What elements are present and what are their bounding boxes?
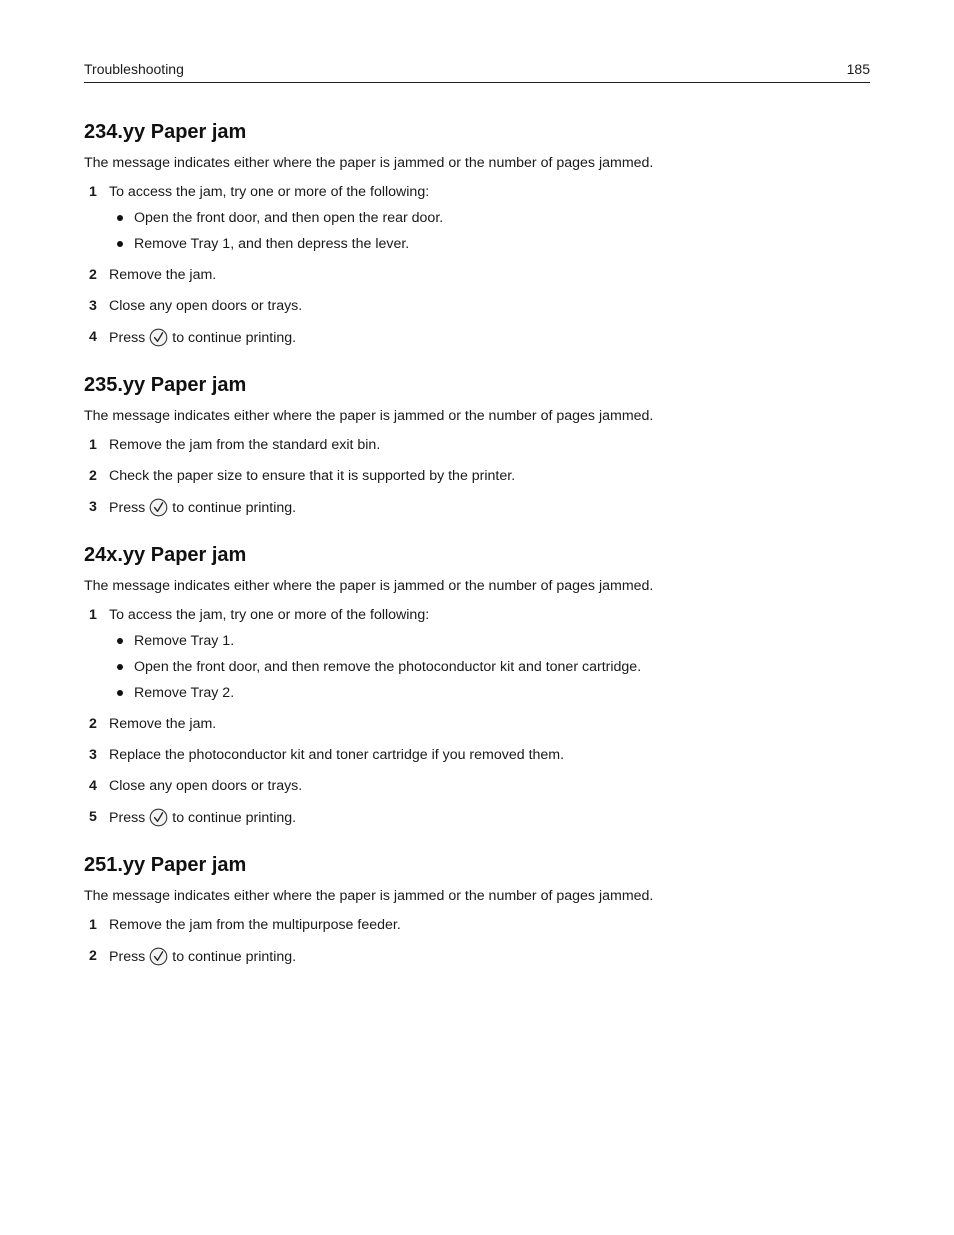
section-heading: 251.yy Paper jam [84, 854, 247, 876]
numbered-step [84, 746, 870, 764]
running-header [84, 60, 870, 83]
section [84, 853, 870, 966]
bullet-item [109, 632, 870, 650]
numbered-step [84, 777, 870, 795]
bullet-dot-icon [117, 664, 123, 670]
step-text: Check the paper size to ensure that it is supported by the printer. [109, 468, 516, 484]
bullet-item [109, 235, 870, 253]
step-text-before-icon: Press [109, 329, 146, 346]
step-number: 3 [89, 298, 97, 314]
step-number: 2 [89, 267, 97, 283]
step-text: Remove the jam from the multipurpose feeder. [109, 917, 401, 933]
numbered-step [84, 916, 870, 934]
step-number: 1 [89, 437, 97, 453]
numbered-step [84, 436, 870, 454]
step-text [109, 808, 296, 827]
step-number: 2 [89, 716, 97, 732]
section-heading: 235.yy Paper jam [84, 374, 247, 396]
step-number: 1 [89, 184, 97, 200]
section-intro: The message indicates either where the paper is jammed or the number of pages jammed. [84, 155, 654, 171]
step-text-after-icon: to continue printing. [172, 809, 297, 826]
numbered-step [84, 498, 870, 517]
check-button-icon [149, 498, 168, 517]
step-text: Replace the photoconductor kit and toner cartridge if you removed them. [109, 747, 565, 763]
step-text: To access the jam, try one or more of the following: [109, 607, 430, 623]
step-text: Close any open doors or trays. [109, 298, 303, 314]
numbered-step [84, 328, 870, 347]
step-text-after-icon: to continue printing. [172, 329, 297, 346]
section [84, 120, 870, 347]
step-text [109, 328, 296, 347]
step-text: Remove the jam. [109, 716, 217, 732]
bullet-item [109, 209, 870, 227]
step-text: Remove the jam. [109, 267, 217, 283]
section [84, 543, 870, 827]
section-intro: The message indicates either where the paper is jammed or the number of pages jammed. [84, 578, 654, 594]
bullet-dot-icon [117, 241, 123, 247]
check-button-icon [149, 808, 168, 827]
step-number: 3 [89, 499, 97, 515]
numbered-step [84, 266, 870, 284]
check-button-icon [149, 947, 168, 966]
step-number: 4 [89, 778, 97, 794]
numbered-step [84, 808, 870, 827]
step-text [109, 947, 296, 966]
step-text [109, 498, 296, 517]
step-text-before-icon: Press [109, 809, 146, 826]
numbered-step [84, 297, 870, 315]
bullet-item [109, 684, 870, 702]
bullet-text: Remove Tray 1, and then depress the lever. [134, 236, 410, 252]
check-button-icon [149, 328, 168, 347]
step-text-before-icon: Press [109, 948, 146, 965]
step-number: 4 [89, 329, 97, 345]
bullet-text: Remove Tray 2. [134, 685, 235, 701]
bullet-item [109, 658, 870, 676]
step-number: 2 [89, 948, 97, 964]
bullet-list [109, 632, 870, 702]
numbered-step [84, 715, 870, 733]
bullet-dot-icon [117, 215, 123, 221]
numbered-step [84, 467, 870, 485]
step-text: Close any open doors or trays. [109, 778, 303, 794]
step-number: 5 [89, 809, 97, 825]
step-number: 1 [89, 917, 97, 933]
step-text-after-icon: to continue printing. [172, 499, 297, 516]
numbered-step [84, 183, 870, 253]
numbered-step [84, 606, 870, 702]
bullet-text: Open the front door, and then open the rear door. [134, 210, 444, 226]
section-heading: 234.yy Paper jam [84, 121, 247, 143]
header-section-name: Troubleshooting [84, 61, 184, 77]
step-number: 3 [89, 747, 97, 763]
step-number: 1 [89, 607, 97, 623]
bullet-dot-icon [117, 690, 123, 696]
step-number: 2 [89, 468, 97, 484]
section-heading: 24x.yy Paper jam [84, 544, 247, 566]
bullet-text: Remove Tray 1. [134, 633, 235, 649]
section [84, 373, 870, 517]
step-text: To access the jam, try one or more of the following: [109, 184, 430, 200]
document-body [84, 120, 870, 966]
section-intro: The message indicates either where the paper is jammed or the number of pages jammed. [84, 888, 654, 904]
step-text-after-icon: to continue printing. [172, 948, 297, 965]
section-intro: The message indicates either where the paper is jammed or the number of pages jammed. [84, 408, 654, 424]
bullet-dot-icon [117, 638, 123, 644]
step-text-before-icon: Press [109, 499, 146, 516]
numbered-step [84, 947, 870, 966]
bullet-list [109, 209, 870, 253]
step-text: Remove the jam from the standard exit bin. [109, 437, 381, 453]
header-page-number: 185 [846, 61, 870, 77]
bullet-text: Open the front door, and then remove the photoconductor kit and toner cartridge. [134, 659, 642, 675]
